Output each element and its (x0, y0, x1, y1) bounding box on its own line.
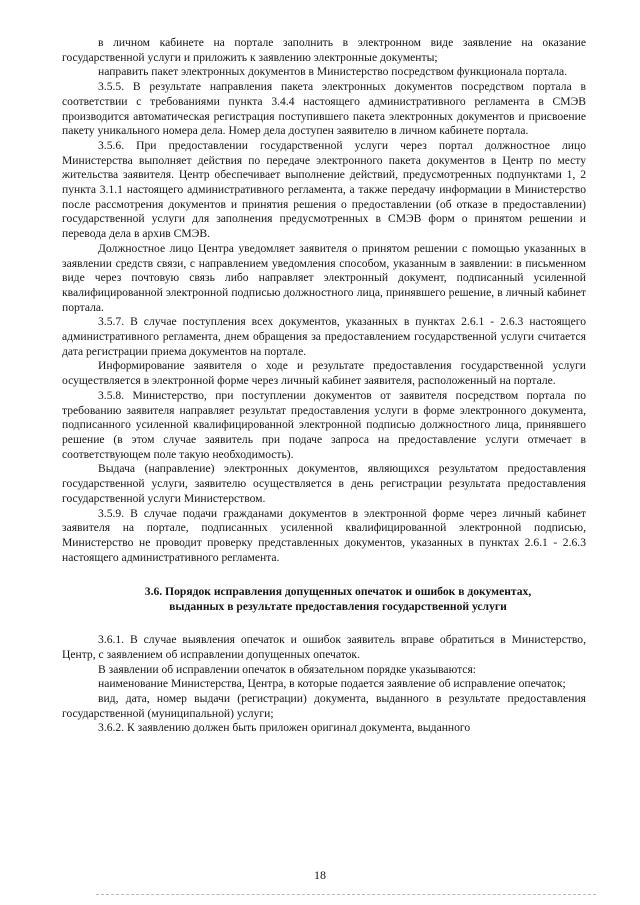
paragraph: 3.5.9. В случае подачи гражданами документов в электронной форме через личный кабинет заявителя на портале, подписанных усиленной квалифицированной электронной подписью, Министерство не проводит проверку представленных документов, указанных в пунктах 2.6.1 - 2.6.3 настоящего административного регламента. (62, 506, 586, 564)
paragraph: Выдача (направление) электронных документов, являющихся результатом предоставления государственной услуги, заявителю осуществляется в день регистрации результата предоставления государственной услуги Министерством. (62, 462, 586, 505)
paragraph: 3.5.5. В результате направления пакета электронных документов посредством портала в соответствии с требованиями пункта 3.4.4 настоящего административного регламента в СМЭВ производится автоматическая регистрация поступившего пакета электронных документов и присвоение пакету уникального номера дела. Номер дела доступен заявителю в личном кабинете портала. (62, 80, 586, 138)
paragraph: в личном кабинете на портале заполнить в электронном виде заявление на оказание государственной услуги и приложить к заявлению электронные документы; (62, 36, 586, 64)
paragraph: 3.6.1. В случае выявления опечаток и ошибок заявитель вправе обратиться в Министерство, Центр, с заявлением об исправлении допущенных опечаток. (62, 633, 586, 661)
document-body (62, 36, 586, 736)
paragraph: 3.5.6. При предоставлении государственной услуги через портал должностное лицо Министерства выполняет действия по передаче электронного пакета документов в Центр по месту жительства заявителя. Центр обеспечивает выполнение действий, предусмотренных подпунктами 1, 2 пункта 3.1.1 настоящего административного регламента, а также передачу информации в Министерство после рассмотрения документов и принятия решения о предоставлении (об отказе в предоставлении) государственной услуги для заполнения предусмотренных в СМЭВ форм о принятом решении и перевода дела в архив СМЭВ. (62, 138, 586, 241)
paragraph: Должностное лицо Центра уведомляет заявителя о принятом решении с помощью указанных в заявлении средств связи, с направлением уведомления способом, указанным в заявлении: в письменном виде через почтовую связь либо направляет электронный документ, подписанный усиленной квалифицированной электронной подписью должностного лица, принявшего решение, в личный кабинет портала. (62, 241, 586, 314)
paragraph: 3.5.8. Министерство, при поступлении документов от заявителя посредством портала по требованию заявителя направляет результат предоставления услуги в форме электронного документа, подписанного усиленной квалифицированной электронной подписью должностного лица, принявшего решение (в этом случае заявитель при подаче запроса на предоставление услуги отмечает в соответствующем поле такую необходимость). (62, 388, 586, 461)
page-number: 18 (314, 868, 326, 882)
footer-divider (96, 894, 596, 895)
paragraph: 3.6.2. К заявлению должен быть приложен оригинал документа, выданного (98, 721, 471, 735)
spacer (62, 615, 586, 633)
paragraph: вид, дата, номер выдачи (регистрации) документа, выданного в результате предоставления государственной (муниципальной) услуги; (62, 691, 586, 720)
spacer (62, 565, 586, 585)
paragraph: В заявлении об исправлении опечаток в обязательном порядке указываются: (98, 662, 476, 676)
paragraph: наименование Министерства, Центра, в которые подается заявление об исправление опечаток; (98, 677, 566, 691)
section-heading-line-2: выданных в результате предоставления государственной услуги (169, 600, 507, 614)
paragraph: направить пакет электронных документов в Министерство посредством функционала портала. (98, 65, 568, 79)
section-heading-line-1: 3.6. Порядок исправления допущенных опечаток и ошибок в документах, (144, 585, 532, 599)
paragraph: Информирование заявителя о ходе и результате предоставления государственной услуги осуществляется в электронной форме через личный кабинет заявителя, расположенный на портале. (62, 359, 586, 388)
paragraph: 3.5.7. В случае поступления всех документов, указанных в пунктах 2.6.1 - 2.6.3 настоящего административного регламента, днем обращения за предоставлением государственной услуги считается дата регистрации приема документов на портале. (62, 315, 586, 358)
